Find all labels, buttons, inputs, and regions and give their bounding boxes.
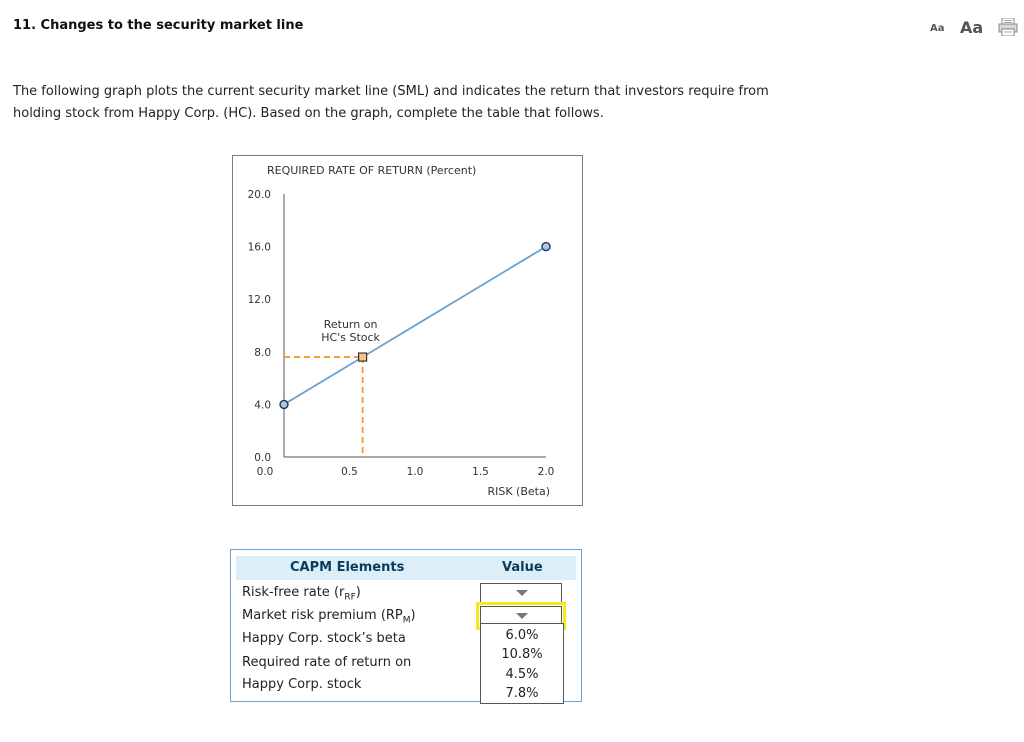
dropdown-option[interactable]: 4.5% [505,667,539,682]
row-beta: Happy Corp. stock’s beta [242,631,406,646]
y-tick-label: 12.0 [247,294,271,307]
hc-point-marker [359,353,367,361]
row-label-suffix: ) [355,585,361,600]
y-tick-label: 0.0 [254,452,271,464]
sml-chart-svg [233,156,582,505]
row-label-suffix: ) [410,608,416,623]
sml-endpoint [280,400,288,408]
row-required-return-line1: Required rate of return on [242,655,412,670]
sml-graph [232,155,583,506]
sml-endpoint [542,243,550,251]
table-header [236,556,576,580]
capm-table [230,549,582,702]
x-tick-label: 0.0 [256,466,274,478]
chevron-down-icon [516,613,528,619]
question-title: 11. Changes to the security market line [13,18,304,33]
row-market-risk-premium [242,608,416,626]
risk-free-rate-dropdown[interactable] [480,583,562,603]
row-label-sub: M [402,615,411,626]
font-size-small-button[interactable]: Aa [930,23,945,34]
x-tick-label: 2.0 [537,466,555,478]
row-risk-free-rate [242,585,361,603]
x-axis-label: RISK (Beta) [487,485,550,498]
question-intro: The following graph plots the current security market line (SML) and indicates the return that investors require from holding stock from Happy Corp. (HC). Based on the graph, complete the table that follows. [13,84,769,121]
row-label-text: Market risk premium (RP [242,608,403,623]
dropdown-option[interactable]: 10.8% [501,647,543,662]
hc-point-label: Return on [323,318,378,332]
font-size-large-button[interactable]: Aa [960,18,984,37]
dropdown-option[interactable]: 7.8% [505,686,539,701]
y-tick-label: 8.0 [254,346,271,359]
x-tick-label: 1.0 [406,466,424,478]
y-axis-label: REQUIRED RATE OF RETURN (Percent) [267,164,477,177]
dropdown-option[interactable]: 6.0% [505,628,539,643]
dropdown-options-list[interactable] [480,623,564,704]
col-header-value: Value [502,560,543,575]
row-required-return-line2: Happy Corp. stock [242,677,362,692]
y-tick-label: 20.0 [247,189,271,201]
y-tick-label: 16.0 [247,241,271,254]
x-tick-label: 0.5 [341,466,358,478]
x-tick-label: 1.5 [472,466,489,478]
col-header-elements: CAPM Elements [290,560,405,575]
y-tick-label: 4.0 [254,399,271,412]
toolbar [924,18,1024,38]
chevron-down-icon [516,590,528,596]
row-label-sub: RF [344,592,356,603]
row-label-text: Risk-free rate (r [242,585,345,600]
print-icon[interactable] [998,18,1018,36]
hc-point-label: HC's Stock [321,331,380,345]
